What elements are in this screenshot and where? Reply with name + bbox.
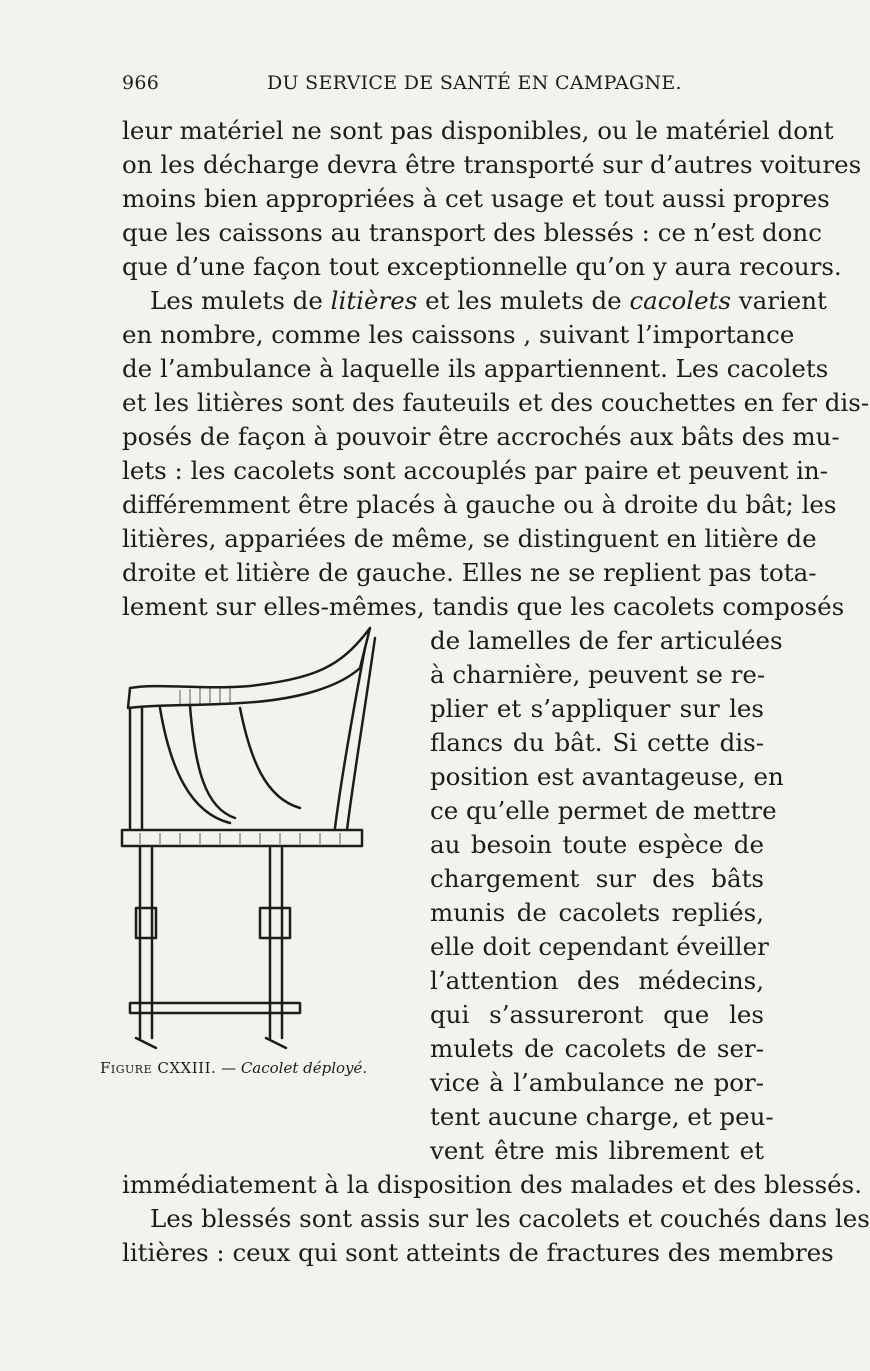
- column-line: mulets de cacolets de ser-: [430, 1034, 764, 1063]
- body-line: que les caissons au transport des blessés : ce n’est donc: [122, 218, 822, 247]
- column-line: tent aucune charge, et peu-: [430, 1102, 774, 1131]
- body-line: moins bien appropriées à cet usage et tout aussi propres: [122, 184, 830, 213]
- body-line: lement sur elles-mêmes, tandis que les cacolets composés: [122, 592, 845, 621]
- column-line: à charnière, peuvent se re-: [430, 660, 766, 689]
- column-line: l’attention des médecins,: [430, 966, 764, 995]
- column-line: qui s’assureront que les: [430, 1000, 764, 1029]
- cacolet-backrest: [128, 628, 370, 708]
- cacolet-seat: [122, 830, 362, 846]
- body-line: droite et litière de gauche. Elles ne se replient pas tota-: [122, 558, 817, 587]
- column-line: flancs du bât. Si cette dis-: [430, 728, 764, 757]
- body-line: immédiatement à la disposition des malades et des blessés.: [122, 1170, 863, 1199]
- cacolet-armrest: [160, 708, 230, 823]
- figure-label: Figure CXXIII.: [100, 1059, 217, 1077]
- body-line: lets : les cacolets sont accouplés par paire et peuvent in-: [122, 456, 828, 485]
- column-line: munis de cacolets repliés,: [430, 898, 764, 927]
- body-line: litières : ceux qui sont atteints de fractures des membres: [122, 1238, 834, 1267]
- line-text-litieres: Les mulets de litières et les mulets de cacolets varient: [150, 286, 827, 315]
- body-line: différemment être placés à gauche ou à droite du bât; les: [122, 490, 837, 519]
- cacolet-illustration: [100, 608, 420, 1078]
- body-line: [150, 284, 827, 318]
- cacolet-footrest: [130, 1003, 300, 1013]
- column-line: vice à l’ambulance ne por-: [430, 1068, 764, 1097]
- column-line: ce qu’elle permet de mettre: [430, 796, 777, 825]
- figure-title: — Cacolet déployé.: [221, 1059, 368, 1077]
- seat-hatching: [140, 833, 340, 844]
- body-line: Les blessés sont assis sur les cacolets et couchés dans les: [150, 1204, 870, 1233]
- page-number: 966: [122, 72, 160, 94]
- running-title: DU SERVICE DE SANTÉ EN CAMPAGNE.: [267, 72, 682, 94]
- body-line: et les litières sont des fauteuils et des couchettes en fer dis-: [122, 388, 870, 417]
- body-line: leur matériel ne sont pas disponibles, ou le matériel dont: [122, 116, 834, 145]
- body-line: litières, appariées de même, se distinguent en litière de: [122, 524, 817, 553]
- body-line: posés de façon à pouvoir être accrochés aux bâts des mu-: [122, 422, 840, 451]
- body-line: que d’une façon tout exceptionnelle qu’on y aura recours.: [122, 252, 842, 281]
- body-line: en nombre, comme les caissons , suivant l’importance: [122, 320, 795, 349]
- cacolet-hinge: [260, 908, 290, 938]
- column-line: position est avantageuse, en: [430, 762, 784, 791]
- column-line: vent être mis librement et: [430, 1136, 764, 1165]
- column-line: plier et s’appliquer sur les: [430, 694, 764, 723]
- body-line: on les décharge devra être transporté sur d’autres voitures: [122, 150, 862, 179]
- backrest-hatching: [180, 688, 230, 704]
- figure-caption: [100, 1058, 430, 1078]
- column-line: chargement sur des bâts: [430, 864, 764, 893]
- column-line: elle doit cependant éveiller: [430, 932, 769, 961]
- column-line: au besoin toute espèce de: [430, 830, 764, 859]
- page-header: [122, 72, 682, 106]
- column-line: de lamelles de fer articulées: [430, 626, 783, 655]
- body-line: de l’ambulance à laquelle ils appartiennent. Les cacolets: [122, 354, 829, 383]
